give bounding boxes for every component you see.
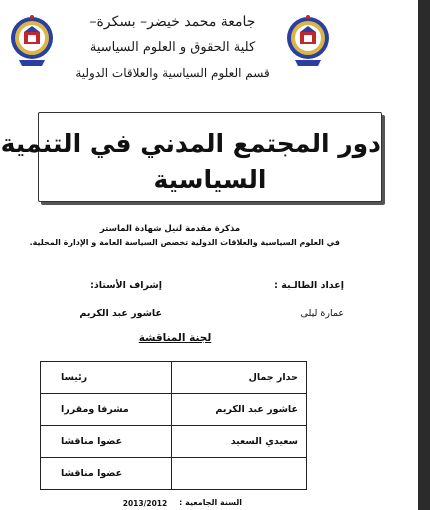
member-role: مشرفا ومقررا	[41, 394, 172, 426]
table-row	[41, 426, 307, 458]
committee-table	[40, 361, 307, 490]
thesis-title-box	[0, 112, 382, 202]
university-logo-left	[9, 12, 55, 72]
faculty-name: كلية الحقوق و العلوم السياسية	[89, 40, 256, 55]
table-row	[41, 458, 307, 490]
member-name: عاشور عبد الكريم	[172, 394, 307, 426]
memo-line-2: في العلوم السياسية والعلاقات الدولية تخصص السياسة العامة و الإدارة المحلية.	[29, 238, 340, 247]
thesis-title-line-2: السياسية	[153, 165, 267, 194]
seal-icon	[285, 12, 331, 72]
committee-heading: لجنة المناقشة	[138, 332, 212, 344]
member-role: عضوا مناقشا	[41, 458, 172, 490]
member-role: عضوا مناقشا	[41, 426, 172, 458]
academic-year-value: 2013/2012	[122, 499, 168, 508]
member-role: رئيسا	[41, 362, 172, 394]
table-row	[41, 394, 307, 426]
supervisor-label: إشراف الأستاذ:	[90, 280, 162, 291]
student-name: عمارة ليلى	[300, 308, 344, 319]
thesis-title-line-1: دور المجتمع المدني في التنمية	[0, 129, 381, 158]
member-name: سعيدي السعيد	[172, 426, 307, 458]
university-logo-right	[285, 12, 331, 72]
university-name: جامعة محمد خيضر– بسكرة–	[89, 14, 256, 30]
memo-line-1: مذكرة مقدمة لنيل شهادة الماستر	[99, 224, 241, 234]
member-name: حدار جمال	[172, 362, 307, 394]
department-name: قسم العلوم السياسية والعلاقات الدولية	[75, 66, 270, 80]
academic-year-label: السنة الجامعية :	[179, 498, 242, 507]
member-name	[172, 458, 307, 490]
viewer-background	[418, 0, 430, 510]
supervisor-name: عاشور عبد الكريم	[79, 308, 162, 319]
seal-icon	[9, 12, 55, 72]
student-label: إعداد الطالـبة :	[274, 280, 344, 291]
table-row	[41, 362, 307, 394]
